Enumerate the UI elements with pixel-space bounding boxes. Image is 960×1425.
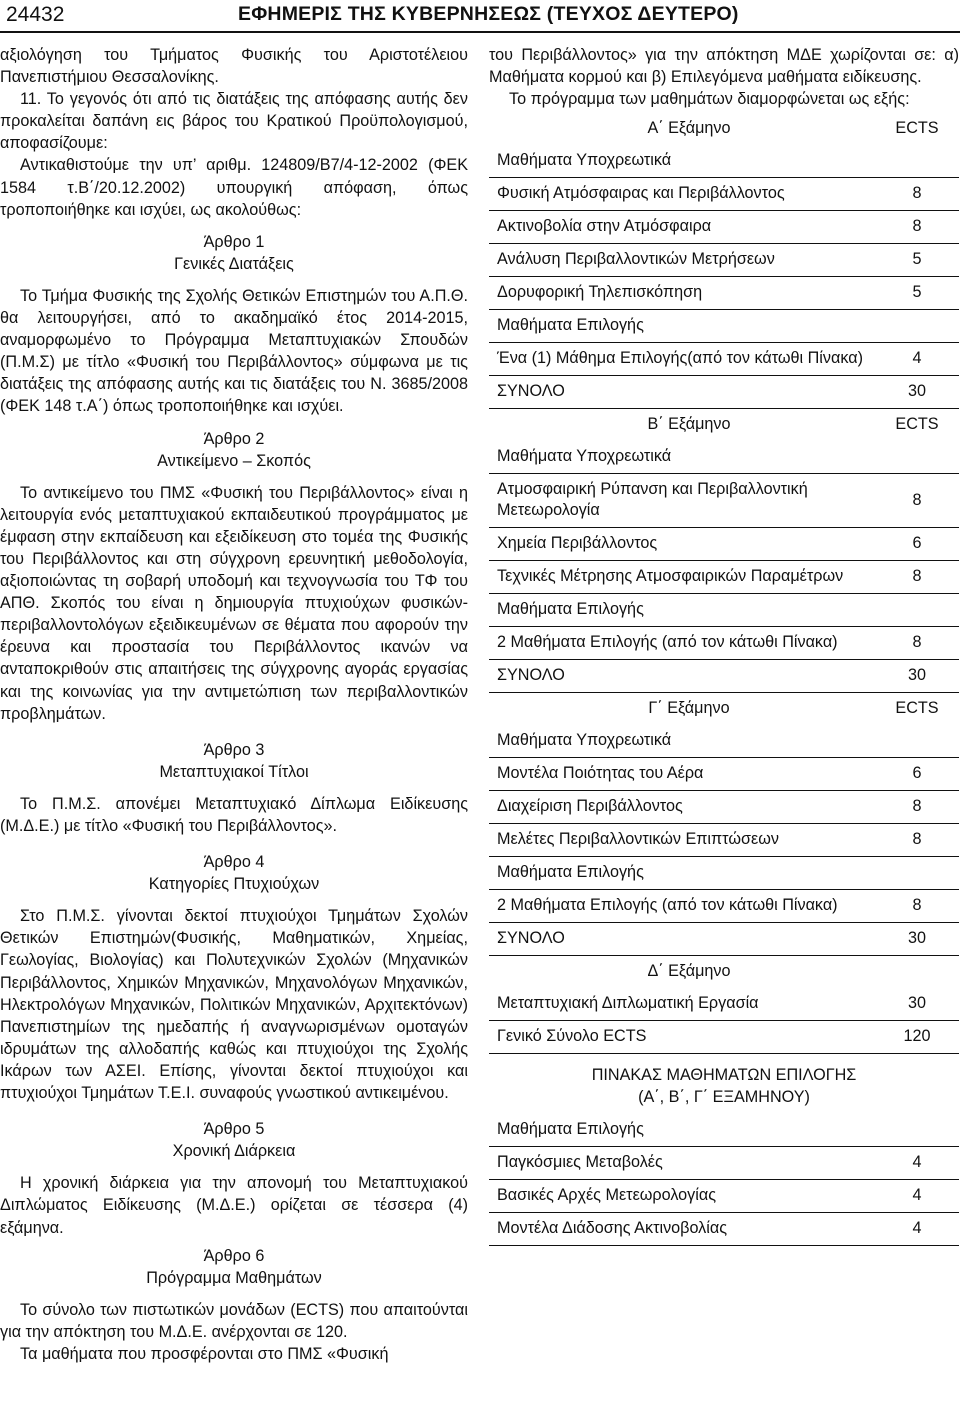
ects-value: ECTS: [895, 119, 939, 138]
course-row: [489, 988, 959, 1021]
course-name: Μοντέλα Ποιότητας του Αέρα: [489, 758, 889, 791]
ects-value: 8: [889, 178, 959, 211]
category-row: [489, 857, 959, 890]
paragraph: αξιολόγηση του Τμήματος Φυσικής του Αριστοτέλειου Πανεπιστήμιου Θεσσαλονίκης.: [0, 46, 468, 87]
course-row: [489, 376, 959, 409]
ects-value: [889, 594, 959, 627]
ects-value: 6: [889, 758, 959, 791]
course-row: [489, 277, 959, 310]
article-2-text: Το αντικείμενο του ΠΜΣ «Φυσική του Περιβάλλοντος» είναι η λειτουργία ενός μεταπτυχιακού εκπαιδευτικού προγράμματος με έμφαση στην εκπαίδευση και εξειδίκευση στο τομέα της Φυσικής του Περιβάλλοντος και στη σύγχρονη ερευνητική μεθοδολογία, αξιοποιώντας τη σοβαρή υποδομή και τεχνογνωσία του ΤΦ του ΑΠΘ. Σκοπός του είναι η δημιουργία πτυχιούχων φυσικών-περιβαλλοντολόγων εξειδικευμένων σε θέματα που αφορούν την έρευνα και προστασία του Περιβάλλοντος ικανών να ανταποκριθούν στις απαιτήσεις της σύγχρονης αγοράς εργασίας και της κοινωνίας για την αντιμετώπιση των περιβαλλοντικών προβλημάτων.: [0, 483, 468, 723]
article-6-title: Άρθρο 6: [203, 1246, 265, 1265]
course-row: [489, 1213, 959, 1246]
article-1-text: Το Τμήμα Φυσικής της Σχολής Θετικών Επιστημών του Α.Π.Θ. θα λειτουργήσει, από το ακαδημαϊκό έτος 2014-2015, αναμορφωμένο το Πρόγραμμα Μεταπτυχιακών Σπουδών (Π.Μ.Σ) με τίτλο «Φυσική του Περιβάλλοντος» σύμφωνα με τις διατάξεις της απόφασης αυτής και τις διατάξεις του Ν. 3685/2008 (ΦΕΚ 148 τ.Α΄) όπως τροποποιήθηκε και ισχύει.: [0, 286, 468, 416]
course-name: Χημεία Περιβάλλοντος: [489, 528, 889, 561]
course-row: [489, 791, 959, 824]
ects-value: 5: [889, 244, 959, 277]
ects-value: 8: [889, 791, 959, 824]
elective-table-subtitle: (Α΄, Β΄, Γ΄ ΕΞΑΜΗΝΟΥ): [638, 1088, 810, 1107]
semester-label: Γ΄ Εξάμηνο: [648, 699, 730, 718]
article-5-text: Η χρονική διάρκεια για την απονομή του Μεταπτυχιακού Διπλώματος Ειδίκευσης (Μ.Δ.Ε.) ορίζεται σε τέσσερα (4) εξάμηνα.: [0, 1174, 468, 1237]
course-name: 2 Μαθήματα Επιλογής (από τον κάτωθι Πίνακα): [489, 890, 889, 923]
category-row: [489, 145, 959, 178]
course-name: Μαθήματα Υποχρεωτικά: [489, 441, 889, 474]
category-row: [489, 441, 959, 474]
paragraph: του Περιβάλλοντος» για την απόκτηση ΜΔΕ χωρίζονται σε: α) Μαθήματα κορμού και β) Επιλεγόμενα μαθήματα ειδίκευσης.: [489, 46, 959, 87]
course-name: Μαθήματα Επιλογής: [489, 310, 889, 343]
gazette-title: ΕΦΗΜΕΡΙΣ ΤΗΣ ΚΥΒΕΡΝΗΣΕΩΣ (ΤΕΥΧΟΣ ΔΕΥΤΕΡΟ): [238, 3, 739, 25]
left-column: [0, 44, 468, 1365]
ects-value: [889, 441, 959, 474]
ects-value: 4: [889, 1213, 959, 1246]
course-row: [489, 244, 959, 277]
course-name: ΣΥΝΟΛΟ: [489, 660, 889, 693]
category-row: [489, 310, 959, 343]
article-5-subtitle: Χρονική Διάρκεια: [172, 1142, 296, 1161]
course-name: Τεχνικές Μέτρησης Ατμοσφαιρικών Παραμέτρων: [489, 561, 889, 594]
semester-header-row: [489, 409, 959, 442]
course-name: ΣΥΝΟΛΟ: [489, 376, 889, 409]
semester-label: Β΄ Εξάμηνο: [647, 415, 731, 434]
paragraph: 11. Το γεγονός ότι από τις διατάξεις της απόφασης αυτής δεν προκαλείται δαπάνη εις βάρος του Κρατικού Προϋπολογισμού, αποφασίζουμε:: [0, 90, 468, 153]
article-4-title: Άρθρο 4: [203, 853, 265, 872]
course-row: [489, 627, 959, 660]
article-3-title: Άρθρο 3: [203, 740, 265, 759]
course-row: [489, 660, 959, 693]
course-name: Μαθήματα Υποχρεωτικά: [489, 145, 889, 178]
ects-value: 8: [889, 211, 959, 244]
course-name: Μοντέλα Διάδοσης Ακτινοβολίας: [489, 1213, 889, 1246]
course-row: [489, 1021, 959, 1054]
ects-value: 30: [889, 923, 959, 956]
course-name: Μαθήματα Επιλογής: [489, 1114, 889, 1147]
course-name: Μαθήματα Επιλογής: [489, 857, 889, 890]
course-row: [489, 758, 959, 791]
course-row: [489, 561, 959, 594]
ects-value: 30: [889, 988, 959, 1021]
course-row: [489, 474, 959, 528]
article-4-subtitle: Κατηγορίες Πτυχιούχων: [148, 875, 320, 894]
header-divider: [0, 31, 960, 33]
semester-label: Δ΄ Εξάμηνο: [647, 962, 731, 981]
ects-value: 4: [889, 1147, 959, 1180]
course-name: 2 Μαθήματα Επιλογής (από τον κάτωθι Πίνακα): [489, 627, 889, 660]
right-column: [489, 44, 959, 1246]
semester-header-row: [489, 693, 959, 726]
course-name: Παγκόσμιες Μεταβολές: [489, 1147, 889, 1180]
course-name: Ένα (1) Μάθημα Επιλογής(από τον κάτωθι Πίνακα): [489, 343, 889, 376]
semester-label: Α΄ Εξάμηνο: [647, 119, 731, 138]
course-name: Ακτινοβολία στην Ατμόσφαιρα: [489, 211, 889, 244]
article-1-title: Άρθρο 1: [203, 232, 265, 251]
ects-value: 4: [889, 1180, 959, 1213]
ects-value: 120: [889, 1021, 959, 1054]
course-row: [489, 890, 959, 923]
article-1-subtitle: Γενικές Διατάξεις: [174, 254, 294, 273]
course-row: [489, 824, 959, 857]
course-name: Βασικές Αρχές Μετεωρολογίας: [489, 1180, 889, 1213]
article-3-text: Το Π.Μ.Σ. απονέμει Μεταπτυχιακό Δίπλωμα Ειδίκευσης (Μ.Δ.Ε.) με τίτλο «Φυσική του Περιβάλλοντος».: [0, 794, 468, 835]
article-6-text: Το σύνολο των πιστωτικών μονάδων (ECTS) που απαιτούνται για την απόκτηση του Μ.Δ.Ε. ανέρχονται σε 120.: [0, 1300, 468, 1341]
ects-value: 30: [889, 660, 959, 693]
course-name: Γενικό Σύνολο ECTS: [489, 1021, 889, 1054]
course-program-table: [489, 113, 959, 1054]
course-row: [489, 923, 959, 956]
course-name: Φυσική Ατμόσφαιρας και Περιβάλλοντος: [489, 178, 889, 211]
ects-value: [889, 145, 959, 178]
category-row: [489, 725, 959, 758]
article-6-subtitle: Πρόγραμμα Μαθημάτων: [146, 1268, 322, 1287]
elective-courses-table: [489, 1114, 959, 1246]
paragraph: Αντικαθιστούμε την υπ’ αριθμ. 124809/Β7/4-12-2002 (ΦΕΚ 1584 τ.Β΄/20.12.2002) υπουργική απόφαση, όπως τροποποιήθηκε και ισχύει, ως ακολούθως:: [0, 156, 468, 219]
elective-table-heading: [489, 1064, 959, 1108]
course-name: Μαθήματα Υποχρεωτικά: [489, 725, 889, 758]
course-row: [489, 211, 959, 244]
course-name: Ανάλυση Περιβαλλοντικών Μετρήσεων: [489, 244, 889, 277]
course-row: [489, 178, 959, 211]
ects-value: ECTS: [895, 415, 939, 434]
ects-value: [889, 310, 959, 343]
article-3-subtitle: Μεταπτυχιακοί Τίτλοι: [159, 762, 309, 781]
category-row: [489, 1114, 959, 1147]
page-header: [0, 0, 960, 34]
course-row: [489, 1180, 959, 1213]
course-row: [489, 528, 959, 561]
course-name: Μαθήματα Επιλογής: [489, 594, 889, 627]
course-row: [489, 343, 959, 376]
article-4-text: Στο Π.Μ.Σ. γίνονται δεκτοί πτυχιούχοι Τμημάτων Σχολών Θετικών Επιστημών(Φυσικής, Μαθηματικών, Χημείας, Γεωλογίας, Βιολογίας) και Πολυτεχνικών Σχολών (Μηχανικών Περιβάλλοντος, Χημικών Μηχανικών, Μηχανολόγων Μηχανικών, Ηλεκτρολόγων Μηχανικών, Πολιτικών Μηχανικών, Αρχιτεκτόνων) Πανεπιστημίων της ημεδαπής ή αναγνωρισμένων ομοταγών ιδρυμάτων της αλλοδαπής καθώς και πτυχιούχοι της Σχολής Ικάρων των ΑΣΕΙ. Επίσης, γίνονται δεκτοί πτυχιούχοι και πτυχιούχοι Τμημάτων Τ.Ε.Ι. συναφούς γνωστικού αντικειμένου.: [0, 907, 468, 1103]
article-6-text-continued: Τα μαθήματα που προσφέρονται στο ΠΜΣ «Φυσική: [20, 1344, 389, 1363]
ects-value: ECTS: [895, 699, 939, 718]
ects-value: 30: [889, 376, 959, 409]
ects-value: 6: [889, 528, 959, 561]
paragraph: Το πρόγραμμα των μαθημάτων διαμορφώνεται ως εξής:: [509, 90, 910, 109]
article-2-subtitle: Αντικείμενο – Σκοπός: [157, 451, 311, 470]
ects-value: 4: [889, 343, 959, 376]
course-name: Δορυφορική Τηλεπισκόπηση: [489, 277, 889, 310]
ects-value: 8: [889, 824, 959, 857]
ects-value: 8: [889, 890, 959, 923]
ects-value: [889, 1114, 959, 1147]
course-row: [489, 1147, 959, 1180]
course-name: Μελέτες Περιβαλλοντικών Επιπτώσεων: [489, 824, 889, 857]
course-name: Μεταπτυχιακή Διπλωματική Εργασία: [489, 988, 889, 1021]
course-name: Διαχείριση Περιβάλλοντος: [489, 791, 889, 824]
course-name: Ατμοσφαιρική Ρύπανση και Περιβαλλοντική Μετεωρολογία: [489, 474, 889, 528]
elective-table-title: ΠΙΝΑΚΑΣ ΜΑΘΗΜΑΤΩΝ ΕΠΙΛΟΓΗΣ: [591, 1066, 857, 1085]
ects-value: [889, 956, 959, 989]
article-2-title: Άρθρο 2: [203, 429, 265, 448]
course-name: ΣΥΝΟΛΟ: [489, 923, 889, 956]
ects-value: 5: [889, 277, 959, 310]
page-number: 24432: [6, 3, 65, 26]
article-5-title: Άρθρο 5: [203, 1120, 265, 1139]
semester-header-row: [489, 956, 959, 989]
ects-value: 8: [889, 561, 959, 594]
ects-value: [889, 725, 959, 758]
ects-value: [889, 857, 959, 890]
semester-header-row: [489, 113, 959, 145]
ects-value: 8: [889, 474, 959, 528]
category-row: [489, 594, 959, 627]
ects-value: 8: [889, 627, 959, 660]
